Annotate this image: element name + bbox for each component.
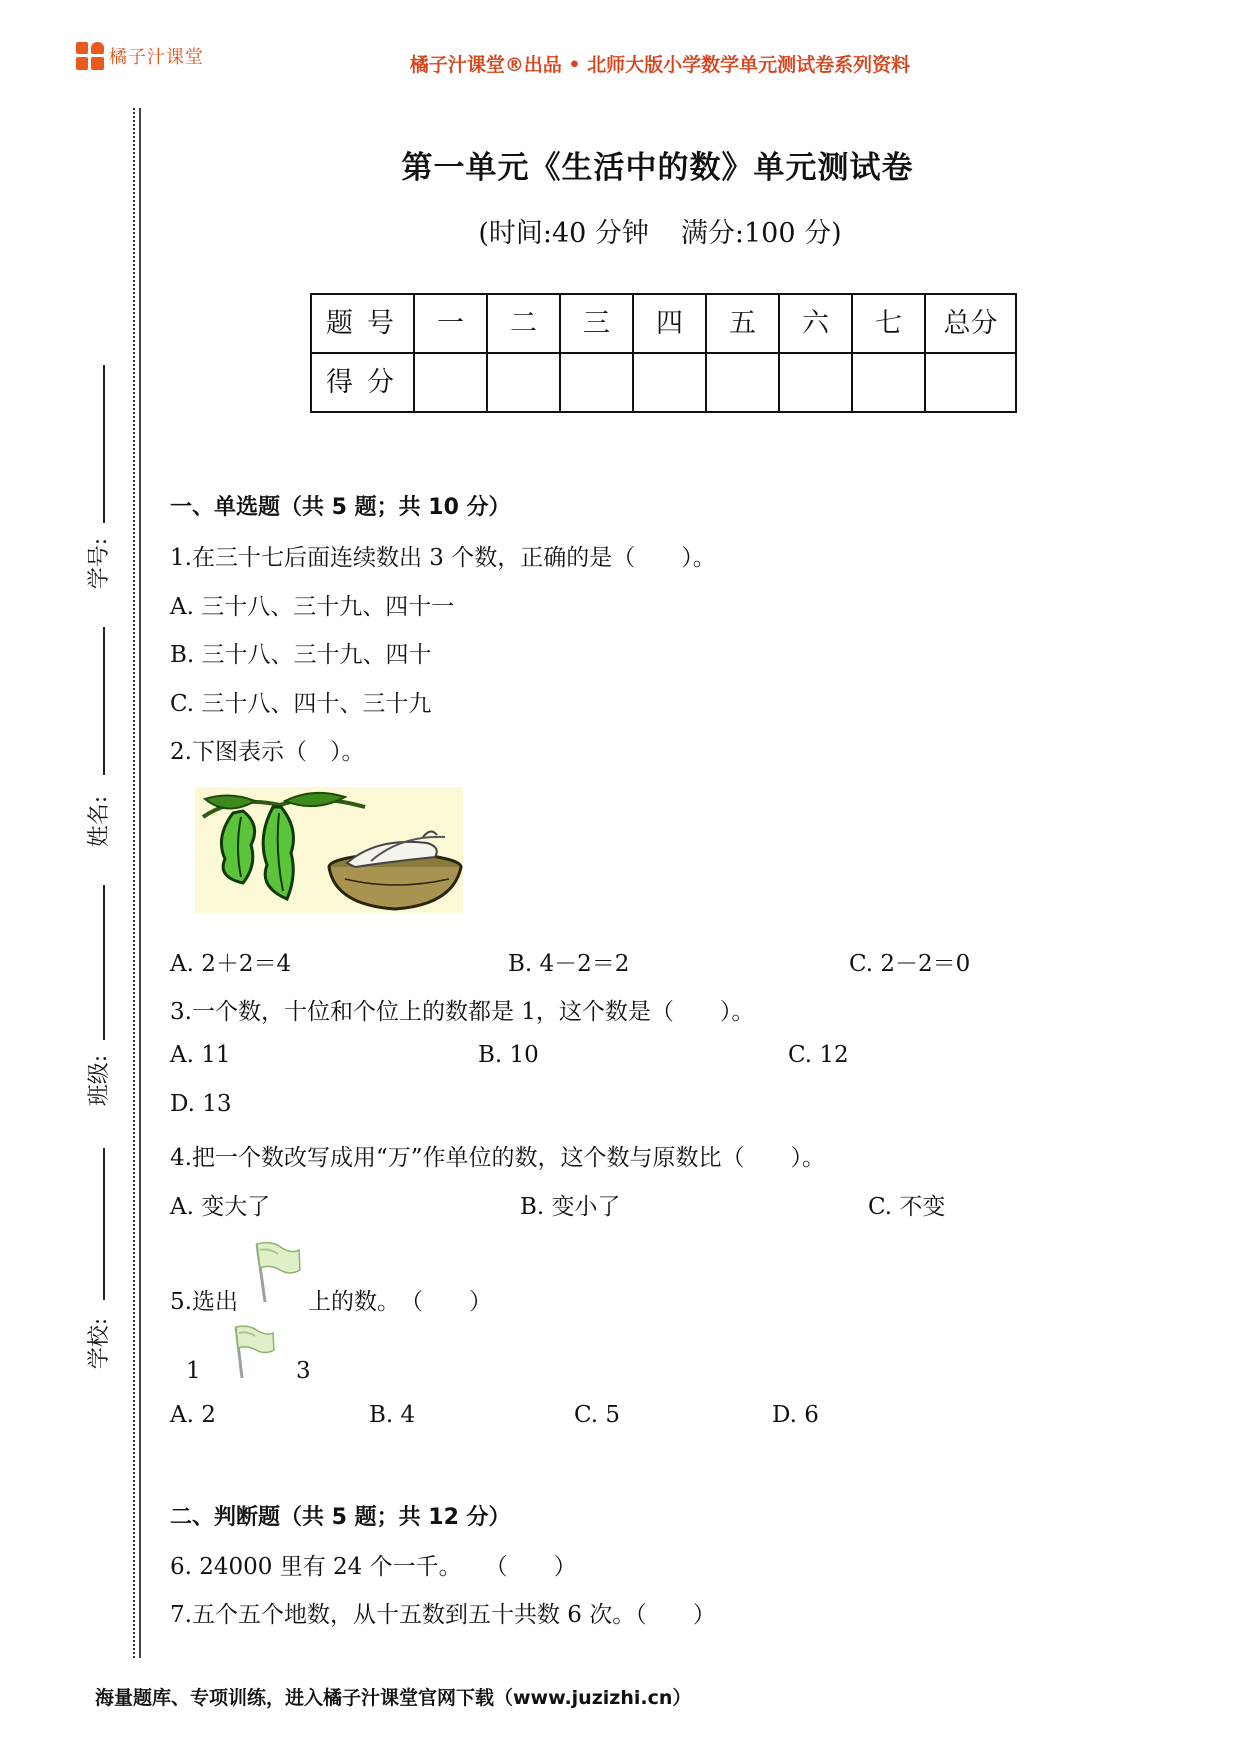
pea-pods-illustration — [195, 787, 463, 913]
q5-stem-before: 5.选出 — [170, 1289, 238, 1315]
q3-option-a: A. 11 — [170, 1042, 231, 1068]
exam-full-score: 满分:100 分) — [680, 218, 842, 249]
school-label: 学校: — [87, 1317, 113, 1370]
logo-text: 橘子汁课堂 — [109, 47, 204, 68]
q5-option-d: D. 6 — [772, 1402, 819, 1428]
class-label: 班级: — [87, 1054, 113, 1107]
q5-option-a: A. 2 — [170, 1402, 216, 1428]
section2-heading: 二、判断题（共 5 题；共 12 分） — [170, 1505, 511, 1530]
q2-option-c: C. 2－2＝0 — [849, 951, 971, 977]
flag-icon — [232, 1324, 276, 1384]
score-table — [310, 293, 1017, 413]
q2-option-a: A. 2＋2＝4 — [170, 951, 292, 977]
score-table-row1-label: 题号 — [311, 294, 414, 353]
score-cell[interactable] — [706, 353, 779, 412]
student-id-label: 学号: — [87, 537, 113, 590]
score-col-3: 三 — [560, 294, 633, 353]
q2-option-b: B. 4－2＝2 — [508, 951, 630, 977]
q3-option-c: C. 12 — [788, 1042, 849, 1068]
school-blank — [103, 1148, 105, 1300]
q1-option-c: C. 三十八、四十、三十九 — [170, 691, 432, 717]
q1-option-b: B. 三十八、三十九、四十 — [170, 642, 432, 668]
name-blank — [103, 627, 105, 775]
q1-stem: 1.在三十七后面连续数出 3 个数，正确的是（ ）。 — [170, 545, 716, 571]
binding-solid-line — [139, 108, 141, 1658]
q6-stem: 6. 24000 里有 24 个一千。 （ ） — [170, 1554, 577, 1580]
score-col-6: 六 — [779, 294, 852, 353]
q7-stem: 7.五个五个地数，从十五数到五十共数 6 次。（ ） — [170, 1602, 716, 1628]
score-cell[interactable] — [487, 353, 560, 412]
score-cell[interactable] — [925, 353, 1016, 412]
score-table-header-row — [311, 294, 1016, 353]
score-col-5: 五 — [706, 294, 779, 353]
header-banner: 橘子汁课堂®出品 • 北师大版小学数学单元测试卷系列资料 — [409, 54, 911, 76]
score-cell[interactable] — [633, 353, 706, 412]
name-label: 姓名: — [87, 795, 113, 848]
footer-note: 海量题库、专项训练，进入橘子汁课堂官网下载（www.juzizhi.cn） — [95, 1687, 692, 1709]
q3-option-b: B. 10 — [478, 1042, 539, 1068]
pea-pods-svg — [195, 787, 463, 913]
student-id-blank — [103, 365, 105, 523]
exam-time: (时间:40 分钟 — [478, 218, 649, 249]
q5-seq-left: 1 — [186, 1358, 201, 1384]
section1-heading: 一、单选题（共 5 题；共 10 分） — [170, 495, 511, 520]
score-col-1: 一 — [414, 294, 487, 353]
score-cell[interactable] — [414, 353, 487, 412]
q2-stem: 2.下图表示（ ）。 — [170, 739, 365, 765]
exam-subtitle — [0, 211, 1240, 250]
q1-option-a: A. 三十八、三十九、四十一 — [170, 594, 455, 620]
score-cell[interactable] — [779, 353, 852, 412]
score-cell[interactable] — [560, 353, 633, 412]
q4-option-a: A. 变大了 — [170, 1194, 271, 1220]
score-cell[interactable] — [852, 353, 925, 412]
binding-dotted-line — [133, 108, 135, 1658]
q5-stem-after: 上的数。 （ ） — [308, 1289, 492, 1315]
q5-option-c: C. 5 — [574, 1402, 621, 1428]
q5-option-b: B. 4 — [369, 1402, 416, 1428]
flag-icon — [252, 1240, 302, 1308]
score-col-2: 二 — [487, 294, 560, 353]
score-table-score-row — [311, 353, 1016, 412]
score-col-7: 七 — [852, 294, 925, 353]
score-table-row2-label: 得分 — [311, 353, 414, 412]
q4-option-c: C. 不变 — [868, 1194, 946, 1220]
q4-stem: 4.把一个数改写成用“万”作单位的数，这个数与原数比（ ）。 — [170, 1145, 825, 1171]
score-col-total: 总分 — [925, 294, 1016, 353]
q5-seq-right: 3 — [296, 1358, 311, 1384]
q3-stem: 3.一个数，十位和个位上的数都是 1，这个数是（ ）。 — [170, 999, 755, 1025]
q4-option-b: B. 变小了 — [520, 1194, 621, 1220]
class-blank — [103, 885, 105, 1040]
score-col-4: 四 — [633, 294, 706, 353]
exam-title: 第一单元《生活中的数》单元测试卷 — [401, 150, 914, 186]
q3-option-d: D. 13 — [170, 1091, 232, 1117]
